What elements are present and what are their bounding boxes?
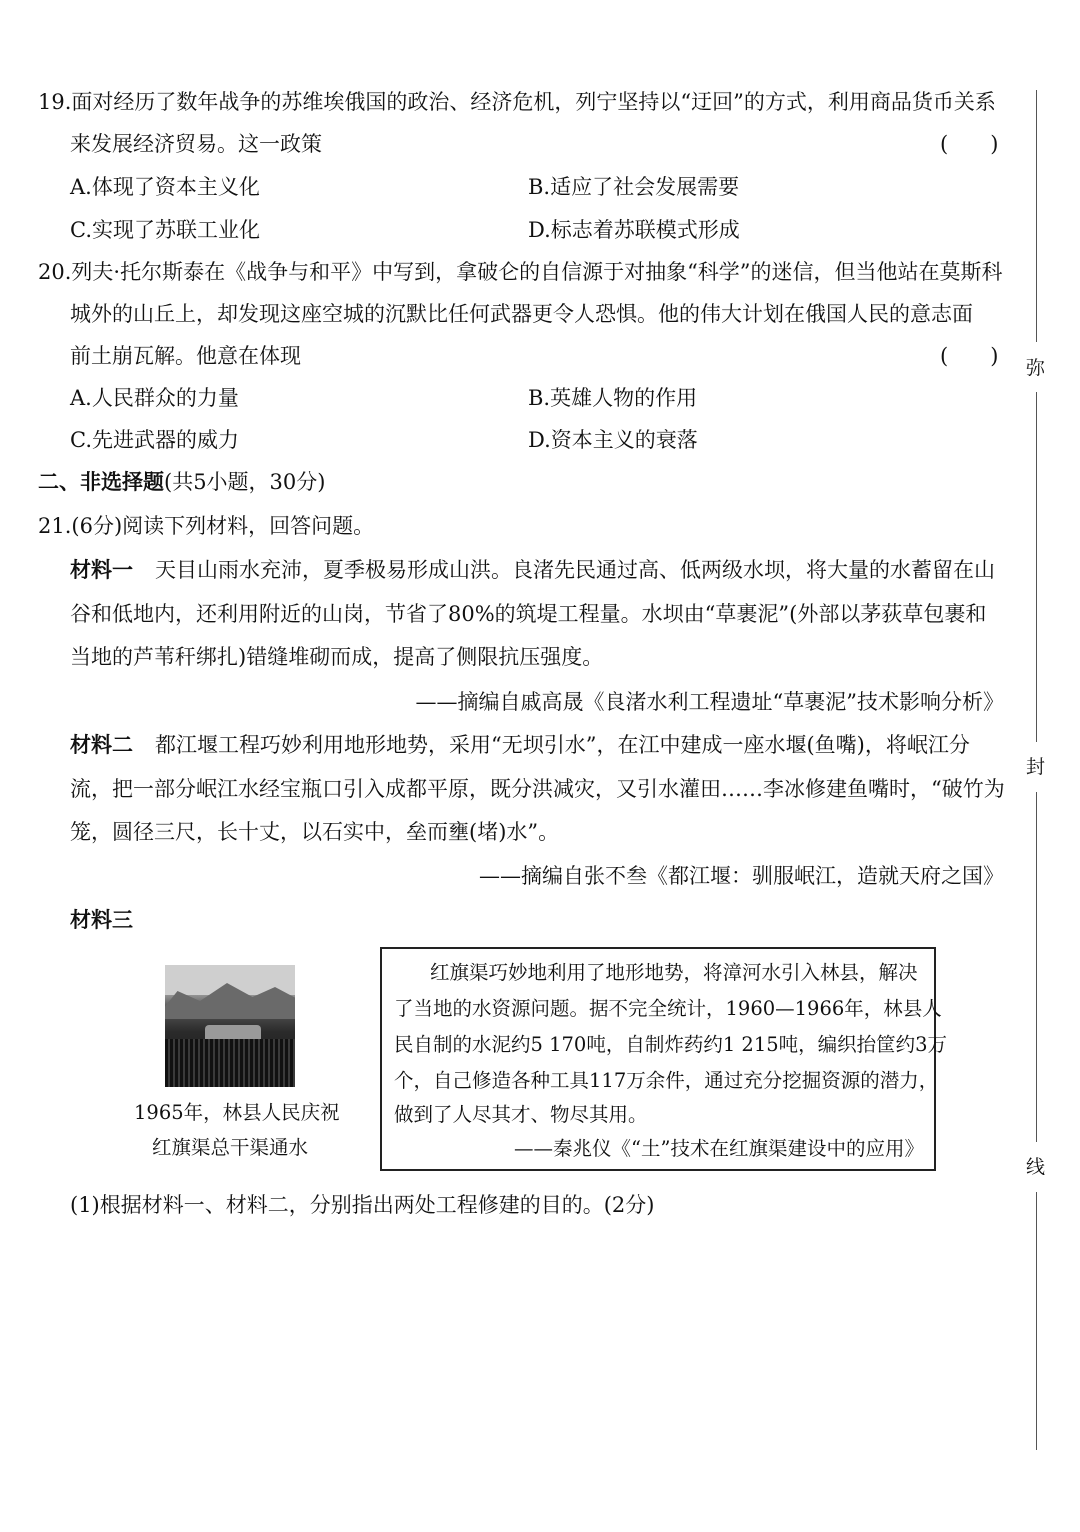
q19-option-b: B.适应了社会发展需要: [528, 175, 740, 199]
q19-stem-line1: 19.面对经历了数年战争的苏维埃俄国的政治、经济危机，列宁坚持以“迂回”的方式，利用商品货币关系: [38, 90, 996, 114]
seal-rule-bottom: [1036, 1192, 1037, 1450]
material2-text1: 都江堰工程巧妙利用地形地势，采用“无坝引水”，在江中建成一座水堰(鱼嘴)，将岷江分: [155, 733, 970, 757]
material2-citation: ——摘编自张不叁《都江堰：驯服岷江，造就天府之国》: [479, 864, 1004, 888]
q20-option-a: A.人民群众的力量: [70, 386, 239, 410]
q20-answer-paren: ( ): [940, 344, 999, 368]
section-title: 二、非选择题: [38, 470, 164, 494]
box-line3: 民自制的水泥约5 170吨，自制炸药约1 215吨，编织抬筐约3万: [394, 1033, 948, 1056]
material1-text1: 天目山雨水充沛，夏季极易形成山洪。良渚先民通过高、低两级水坝，将大量的水蓄留在山: [155, 558, 995, 582]
q20-stem-line1: 20.列夫·托尔斯泰在《战争与和平》中写到，拿破仑的自信源于对抽象“科学”的迷信，但当他站在莫斯科: [38, 260, 1003, 284]
q19-option-c: C.实现了苏联工业化: [70, 218, 260, 242]
q19-answer-paren: ( ): [940, 132, 999, 156]
section-note: (共5小题，30分): [164, 470, 326, 494]
q21-material3-label-row: [70, 906, 155, 934]
material3-textbox: [380, 947, 948, 1171]
q19-stem-line2: 来发展经济贸易。这一政策: [70, 132, 322, 156]
q21-stem: 21.(6分)阅读下列材料，回答问题。: [38, 514, 375, 538]
section-heading: [38, 468, 325, 496]
box-line2: 了当地的水资源问题。据不完全统计，1960—1966年，林县人: [394, 997, 942, 1020]
q21-material2-line2: 流，把一部分岷江水经宝瓶口引入成都平原，既分洪减灾，又引水灌田……李冰修建鱼嘴时，“破竹为: [70, 777, 1005, 801]
q20-option-c: C.先进武器的威力: [70, 428, 239, 452]
material3-label: 材料三: [70, 908, 133, 932]
seal-char-1: 弥: [1026, 357, 1046, 379]
seal-char-3: 线: [1026, 1156, 1046, 1178]
q21-material2-line3: 笼，圆径三尺，长十丈，以石实中，垒而壅(堵)水”。: [70, 820, 560, 844]
material1-label: 材料一: [70, 558, 133, 582]
seal-rule-top: [1036, 90, 1037, 342]
q20-option-d: D.资本主义的衰落: [528, 428, 698, 452]
box-line5: 做到了人尽其才、物尽其用。: [394, 1103, 648, 1126]
q21-material1-line2: 谷和低地内，还利用附近的山岗，节省了80%的筑堤工程量。水坝由“草裹泥”(外部以茅荻草包裹和: [70, 602, 987, 626]
box-line1: 红旗渠巧妙地利用了地形地势，将漳河水引入林县，解决: [430, 961, 918, 984]
material2-label: 材料二: [70, 733, 133, 757]
q20-option-b: B.英雄人物的作用: [528, 386, 698, 410]
material1-citation: ——摘编自戚高晟《良渚水利工程遗址“草裹泥”技术影响分析》: [415, 690, 1004, 714]
photo-caption-line1: 1965年，林县人民庆祝: [134, 1101, 340, 1124]
photo-caption-line2: 红旗渠总干渠通水: [152, 1136, 309, 1159]
seal-rule-mid2: [1036, 792, 1037, 1142]
q19-option-a: A.体现了资本主义化: [70, 175, 260, 199]
q19-option-d: D.标志着苏联模式形成: [528, 218, 740, 242]
box-citation: ——秦兆仪《“土”技术在红旗渠建设中的应用》: [514, 1137, 924, 1160]
q20-stem-line2: 城外的山丘上，却发现这座空城的沉默比任何武器更令人恐惧。他的伟大计划在俄国人民的意志面: [70, 302, 973, 326]
q21-material2-line1: [70, 731, 970, 759]
q21-material1-line3: 当地的芦苇秆绑扎)错缝堆砌而成，提高了侧限抗压强度。: [70, 645, 604, 669]
box-line4: 个，自己修造各种工具117万余件，通过充分挖掘资源的潜力，: [394, 1069, 939, 1092]
seal-char-2: 封: [1026, 756, 1046, 778]
seal-rule-mid1: [1036, 392, 1037, 742]
q20-stem-line3: 前土崩瓦解。他意在体现: [70, 344, 301, 368]
q21-material1-line1: [70, 556, 995, 584]
q21-sub-question1: (1)根据材料一、材料二，分别指出两处工程修建的目的。(2分): [70, 1193, 655, 1217]
red-flag-canal-photo: [165, 965, 295, 1087]
